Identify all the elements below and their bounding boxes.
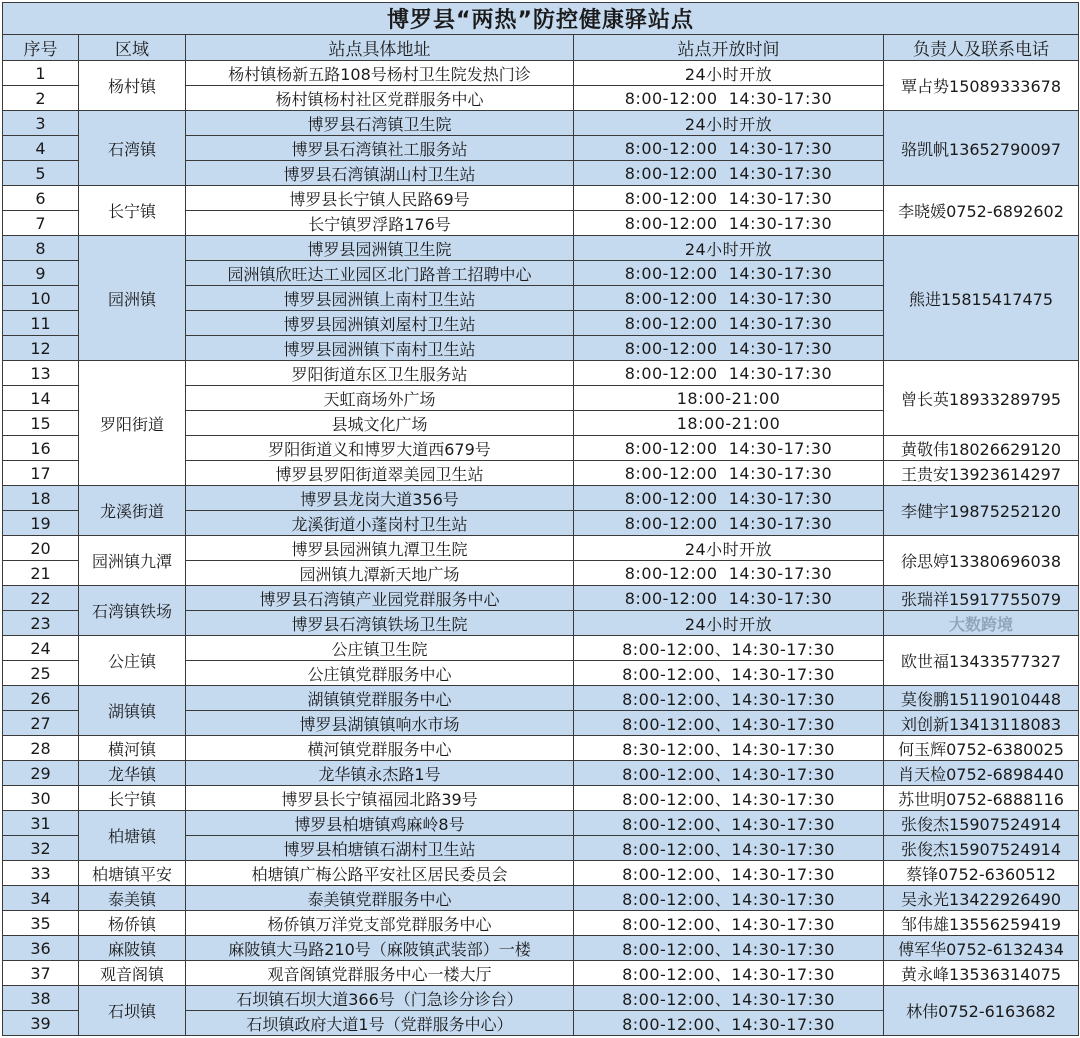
hours-cell: 8:00-12:00、14:30-17:30 (574, 911, 884, 936)
address-cell: 博罗县湖镇镇响水市场 (186, 711, 574, 736)
row-number: 2 (3, 86, 79, 111)
row-number: 7 (3, 211, 79, 236)
row-number: 14 (3, 386, 79, 411)
address-cell: 龙华镇永杰路1号 (186, 761, 574, 786)
contact-cell: 熊进15815417475 (884, 236, 1079, 361)
region-cell: 石坝镇 (79, 986, 186, 1036)
region-cell: 杨侨镇 (79, 911, 186, 936)
table-row (3, 786, 1079, 811)
hours-cell: 24小时开放 (574, 111, 884, 136)
region-cell: 观音阁镇 (79, 961, 186, 986)
table-row (3, 61, 1079, 86)
address-cell: 石坝镇政府大道1号（党群服务中心） (186, 1011, 574, 1036)
contact-cell: 欧世福13433577327 (884, 636, 1079, 686)
table-row (3, 911, 1079, 936)
address-cell: 罗阳街道东区卫生服务站 (186, 361, 574, 386)
hours-cell: 8:00-12:00 14:30-17:30 (574, 486, 884, 511)
address-cell: 园洲镇欣旺达工业园区北门路普工招聘中心 (186, 261, 574, 286)
address-cell: 天虹商场外广场 (186, 386, 574, 411)
address-cell: 石坝镇石坝大道366号（门急诊分诊台） (186, 986, 574, 1011)
contact-cell: 莫俊鹏15119010448 (884, 686, 1079, 711)
hours-cell: 24小时开放 (574, 536, 884, 561)
table-title: 博罗县“两热”防控健康驿站点 (3, 3, 1079, 35)
row-number: 19 (3, 511, 79, 536)
contact-cell: 何玉辉0752-6380025 (884, 736, 1079, 761)
hours-cell: 8:00-12:00、14:30-17:30 (574, 636, 884, 661)
address-cell: 县城文化广场 (186, 411, 574, 436)
table-row (3, 536, 1079, 561)
hours-cell: 8:00-12:00 14:30-17:30 (574, 311, 884, 336)
address-cell: 博罗县罗阳街道翠美园卫生站 (186, 461, 574, 486)
hours-cell: 8:00-12:00 14:30-17:30 (574, 86, 884, 111)
table-row (3, 961, 1079, 986)
hours-cell: 8:00-12:00 14:30-17:30 (574, 361, 884, 386)
address-cell: 罗阳街道义和博罗大道西679号 (186, 436, 574, 461)
region-cell: 龙溪街道 (79, 486, 186, 536)
contact-cell: 黄敬伟18026629120 (884, 436, 1079, 461)
row-number: 38 (3, 986, 79, 1011)
contact-cell: 傅军华0752-6132434 (884, 936, 1079, 961)
watermark: 大数跨境 (949, 614, 1014, 634)
table-row (3, 636, 1079, 661)
table-row (3, 186, 1079, 211)
row-number: 6 (3, 186, 79, 211)
table-row (3, 361, 1079, 386)
row-number: 26 (3, 686, 79, 711)
contact-cell: 蔡锋0752-6360512 (884, 861, 1079, 886)
hours-cell: 8:00-12:00、14:30-17:30 (574, 811, 884, 836)
table-row (3, 686, 1079, 711)
region-cell: 龙华镇 (79, 761, 186, 786)
table-row (3, 486, 1079, 511)
table-row (3, 811, 1079, 836)
address-cell: 泰美镇党群服务中心 (186, 886, 574, 911)
region-cell: 柏塘镇 (79, 811, 186, 861)
address-cell: 观音阁镇党群服务中心一楼大厅 (186, 961, 574, 986)
row-number: 12 (3, 336, 79, 361)
row-number: 13 (3, 361, 79, 386)
row-number: 30 (3, 786, 79, 811)
table-row (3, 936, 1079, 961)
region-cell: 长宁镇 (79, 186, 186, 236)
address-cell: 博罗县园洲镇卫生院 (186, 236, 574, 261)
row-number: 39 (3, 1011, 79, 1036)
region-cell: 罗阳街道 (79, 361, 186, 486)
contact-cell: 曾长英18933289795 (884, 361, 1079, 436)
hours-cell: 8:00-12:00 14:30-17:30 (574, 261, 884, 286)
table-row (3, 111, 1079, 136)
hours-cell: 8:00-12:00 14:30-17:30 (574, 211, 884, 236)
address-cell: 杨村镇杨村社区党群服务中心 (186, 86, 574, 111)
table-row (3, 736, 1079, 761)
address-cell: 博罗县柏塘镇石湖村卫生站 (186, 836, 574, 861)
contact-cell: 李晓媛0752-6892602 (884, 186, 1079, 236)
address-cell: 柏塘镇广梅公路平安社区居民委员会 (186, 861, 574, 886)
table-body (3, 61, 1079, 1036)
address-cell: 杨村镇杨新五路108号杨村卫生院发热门诊 (186, 61, 574, 86)
region-cell: 麻陂镇 (79, 936, 186, 961)
row-number: 9 (3, 261, 79, 286)
contact-cell: 肖天检0752-6898440 (884, 761, 1079, 786)
hours-cell: 8:00-12:00、14:30-17:30 (574, 686, 884, 711)
address-cell: 园洲镇九潭新天地广场 (186, 561, 574, 586)
region-cell: 公庄镇 (79, 636, 186, 686)
row-number: 4 (3, 136, 79, 161)
region-cell: 湖镇镇 (79, 686, 186, 736)
row-number: 17 (3, 461, 79, 486)
hours-cell: 8:30-12:00、14:30-17:30 (574, 736, 884, 761)
table-row (3, 861, 1079, 886)
contact-cell: 张俊杰15907524914 (884, 836, 1079, 861)
region-cell: 石湾镇 (79, 111, 186, 186)
address-cell: 公庄镇卫生院 (186, 636, 574, 661)
row-number: 18 (3, 486, 79, 511)
header-hours: 站点开放时间 (574, 35, 884, 61)
contact-cell: 覃占势15089333678 (884, 61, 1079, 111)
address-cell: 博罗县园洲镇刘屋村卫生站 (186, 311, 574, 336)
region-cell: 柏塘镇平安 (79, 861, 186, 886)
hours-cell: 8:00-12:00、14:30-17:30 (574, 661, 884, 686)
hours-cell: 8:00-12:00、14:30-17:30 (574, 786, 884, 811)
contact-cell: 王贵安13923614297 (884, 461, 1079, 486)
address-cell: 博罗县园洲镇上南村卫生站 (186, 286, 574, 311)
header-no: 序号 (3, 35, 79, 61)
row-number: 28 (3, 736, 79, 761)
hours-cell: 8:00-12:00、14:30-17:30 (574, 711, 884, 736)
contact-cell: 李健宇19875252120 (884, 486, 1079, 536)
header-region: 区域 (79, 35, 186, 61)
address-cell: 博罗县园洲镇下南村卫生站 (186, 336, 574, 361)
address-cell: 博罗县园洲镇九潭卫生院 (186, 536, 574, 561)
contact-cell: 苏世明0752-6888116 (884, 786, 1079, 811)
row-number: 10 (3, 286, 79, 311)
hours-cell: 8:00-12:00 14:30-17:30 (574, 136, 884, 161)
hours-cell: 18:00-21:00 (574, 386, 884, 411)
contact-cell: 张瑞祥15917755079 (884, 586, 1079, 611)
address-cell: 博罗县石湾镇社工服务站 (186, 136, 574, 161)
address-cell: 公庄镇党群服务中心 (186, 661, 574, 686)
address-cell: 麻陂镇大马路210号（麻陂镇武装部）一楼 (186, 936, 574, 961)
address-cell: 长宁镇罗浮路176号 (186, 211, 574, 236)
region-cell: 泰美镇 (79, 886, 186, 911)
address-cell: 博罗县石湾镇铁场卫生院 (186, 611, 574, 636)
address-cell: 博罗县石湾镇卫生院 (186, 111, 574, 136)
row-number: 33 (3, 861, 79, 886)
contact-cell: 邹伟雄13556259419 (884, 911, 1079, 936)
row-number: 5 (3, 161, 79, 186)
row-number: 1 (3, 61, 79, 86)
row-number: 11 (3, 311, 79, 336)
hours-cell: 24小时开放 (574, 61, 884, 86)
address-cell: 博罗县柏塘镇鸡麻岭8号 (186, 811, 574, 836)
table-row (3, 986, 1079, 1011)
region-cell: 园洲镇 (79, 236, 186, 361)
row-number: 35 (3, 911, 79, 936)
hours-cell: 8:00-12:00 14:30-17:30 (574, 586, 884, 611)
contact-cell (884, 611, 1079, 636)
contact-cell: 骆凯帆13652790097 (884, 111, 1079, 186)
region-cell: 杨村镇 (79, 61, 186, 111)
row-number: 36 (3, 936, 79, 961)
contact-cell: 黄永峰13536314075 (884, 961, 1079, 986)
row-number: 37 (3, 961, 79, 986)
address-cell: 博罗县龙岗大道356号 (186, 486, 574, 511)
hours-cell: 8:00-12:00 14:30-17:30 (574, 186, 884, 211)
contact-cell: 刘创新13413118083 (884, 711, 1079, 736)
row-number: 24 (3, 636, 79, 661)
table-row (3, 236, 1079, 261)
row-number: 15 (3, 411, 79, 436)
hours-cell: 18:00-21:00 (574, 411, 884, 436)
region-cell: 长宁镇 (79, 786, 186, 811)
hours-cell: 8:00-12:00 14:30-17:30 (574, 161, 884, 186)
hours-cell: 8:00-12:00、14:30-17:30 (574, 761, 884, 786)
row-number: 22 (3, 586, 79, 611)
row-number: 29 (3, 761, 79, 786)
hours-cell: 8:00-12:00 14:30-17:30 (574, 511, 884, 536)
hours-cell: 8:00-12:00 14:30-17:30 (574, 436, 884, 461)
contact-cell: 林伟0752-6163682 (884, 986, 1079, 1036)
hours-cell: 8:00-12:00、14:30-17:30 (574, 1011, 884, 1036)
contact-cell: 吴永光13422926490 (884, 886, 1079, 911)
hours-cell: 8:00-12:00、14:30-17:30 (574, 936, 884, 961)
hours-cell: 8:00-12:00 14:30-17:30 (574, 561, 884, 586)
hours-cell: 24小时开放 (574, 236, 884, 261)
table-row (3, 886, 1079, 911)
row-number: 8 (3, 236, 79, 261)
row-number: 25 (3, 661, 79, 686)
region-cell: 横河镇 (79, 736, 186, 761)
row-number: 31 (3, 811, 79, 836)
contact-cell: 徐思婷13380696038 (884, 536, 1079, 586)
hours-cell: 24小时开放 (574, 611, 884, 636)
address-cell: 博罗县长宁镇人民路69号 (186, 186, 574, 211)
address-cell: 杨侨镇万洋党支部党群服务中心 (186, 911, 574, 936)
hours-cell: 8:00-12:00 14:30-17:30 (574, 336, 884, 361)
row-number: 3 (3, 111, 79, 136)
address-cell: 龙溪街道小蓬岗村卫生站 (186, 511, 574, 536)
hours-cell: 8:00-12:00、14:30-17:30 (574, 961, 884, 986)
address-cell: 博罗县石湾镇湖山村卫生站 (186, 161, 574, 186)
address-cell: 湖镇镇党群服务中心 (186, 686, 574, 711)
hours-cell: 8:00-12:00、14:30-17:30 (574, 886, 884, 911)
health-station-table (2, 2, 1079, 1036)
table-row (3, 761, 1079, 786)
hours-cell: 8:00-12:00、14:30-17:30 (574, 861, 884, 886)
header-address: 站点具体地址 (186, 35, 574, 61)
row-number: 34 (3, 886, 79, 911)
row-number: 32 (3, 836, 79, 861)
row-number: 16 (3, 436, 79, 461)
row-number: 21 (3, 561, 79, 586)
region-cell: 园洲镇九潭 (79, 536, 186, 586)
table-row (3, 586, 1079, 611)
address-cell: 博罗县石湾镇产业园党群服务中心 (186, 586, 574, 611)
row-number: 27 (3, 711, 79, 736)
address-cell: 博罗县长宁镇福园北路39号 (186, 786, 574, 811)
hours-cell: 8:00-12:00 14:30-17:30 (574, 461, 884, 486)
region-cell: 石湾镇铁场 (79, 586, 186, 636)
contact-cell: 张俊杰15907524914 (884, 811, 1079, 836)
address-cell: 横河镇党群服务中心 (186, 736, 574, 761)
row-number: 23 (3, 611, 79, 636)
hours-cell: 8:00-12:00、14:30-17:30 (574, 986, 884, 1011)
header-contact: 负责人及联系电话 (884, 35, 1079, 61)
row-number: 20 (3, 536, 79, 561)
hours-cell: 8:00-12:00 14:30-17:30 (574, 286, 884, 311)
hours-cell: 8:00-12:00、14:30-17:30 (574, 836, 884, 861)
